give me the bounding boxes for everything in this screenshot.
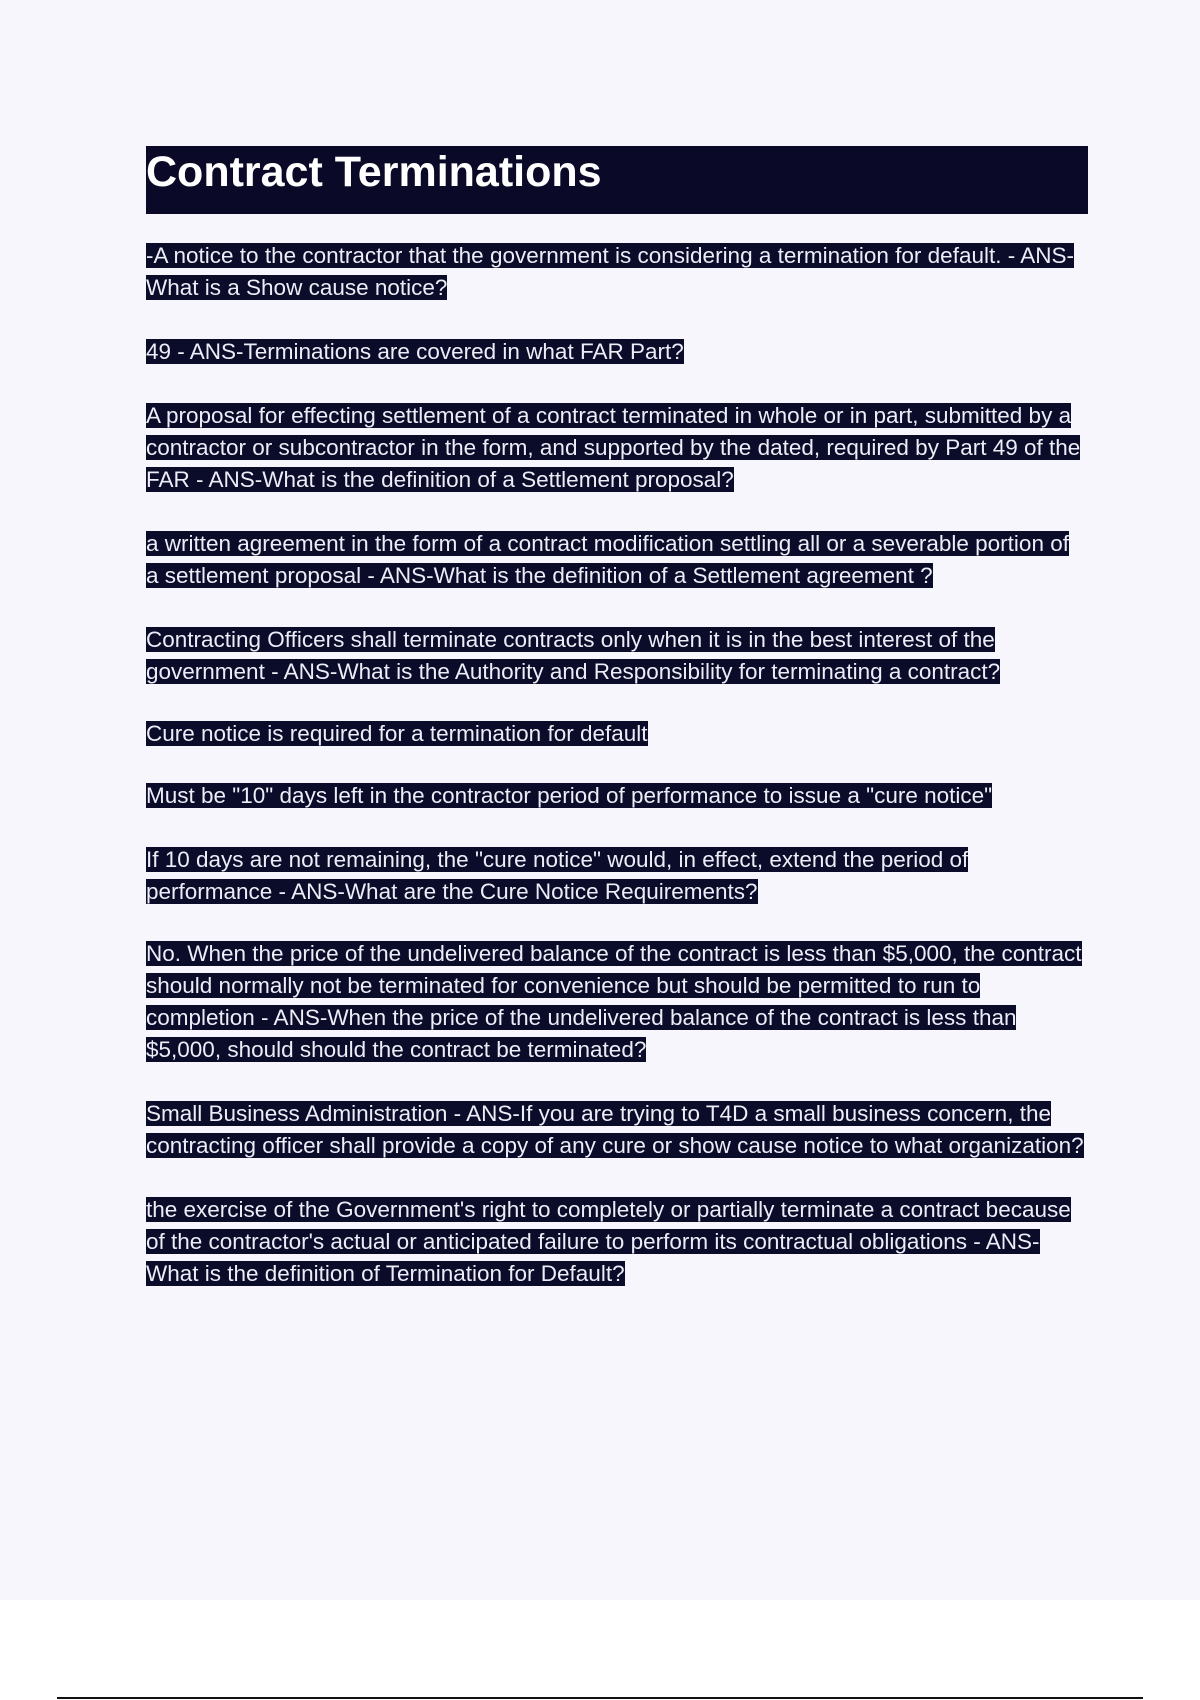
- entry-text: 49 - ANS-Terminations are covered in what FAR Part?: [146, 339, 684, 364]
- entry-undelivered-balance: [146, 938, 1086, 1066]
- entry-authority: [146, 624, 1086, 688]
- entry-text: Must be "10" days left in the contractor period of performance to issue a "cure notice": [146, 783, 993, 808]
- entry-text: Contracting Officers shall terminate contracts only when it is in the best interest of the government - ANS-What is the Authority and Responsibility for terminating a contract?: [146, 627, 1001, 684]
- entry-termination-default: [146, 1194, 1086, 1290]
- document-body: [146, 240, 1086, 1322]
- page-title: Contract Terminations: [146, 148, 602, 196]
- footer-divider: [57, 1697, 1143, 1699]
- entry-text: a written agreement in the form of a contract modification settling all or a severable portion of a settlement proposal - ANS-What is the definition of a Settlement agreement ?: [146, 531, 1069, 588]
- entry-show-cause: [146, 240, 1086, 304]
- entry-text: the exercise of the Government's right to completely or partially terminate a contract because of the contractor's actual or anticipated failure to perform its contractual obligations - ANS-What is the definition of Termination for Default?: [146, 1197, 1071, 1286]
- entry-settlement-proposal: [146, 400, 1086, 496]
- entry-text: -A notice to the contractor that the government is considering a termination for default. - ANS-What is a Show cause notice?: [146, 243, 1074, 300]
- entry-text: A proposal for effecting settlement of a contract terminated in whole or in part, submitted by a contractor or subcontractor in the form, and supported by the dated, required by Part 49 of the FAR - ANS-What is the definition of a Settlement proposal?: [146, 403, 1081, 492]
- entry-cure-required: [146, 718, 1086, 750]
- entry-far-part: [146, 336, 1086, 368]
- entry-text: If 10 days are not remaining, the "cure notice" would, in effect, extend the period of performance - ANS-What are the Cure Notice Requirements?: [146, 847, 969, 904]
- entry-ten-days: [146, 780, 1086, 812]
- entry-text: Cure notice is required for a termination for default: [146, 721, 648, 746]
- entry-text: No. When the price of the undelivered balance of the contract is less than $5,000, the contract should normally not be terminated for convenience but should be permitted to run to completion - ANS-When the price of the undelivered balance of the contract is less than $5,000, should should the contract be terminated?: [146, 941, 1082, 1062]
- entry-settlement-agreement: [146, 528, 1086, 592]
- entry-text: Small Business Administration - ANS-If you are trying to T4D a small business concern, the contracting officer shall provide a copy of any cure or show cause notice to what organization?: [146, 1101, 1084, 1158]
- entry-cure-requirements: [146, 844, 1086, 908]
- entry-sba: [146, 1098, 1086, 1162]
- title-bar: [146, 146, 1088, 214]
